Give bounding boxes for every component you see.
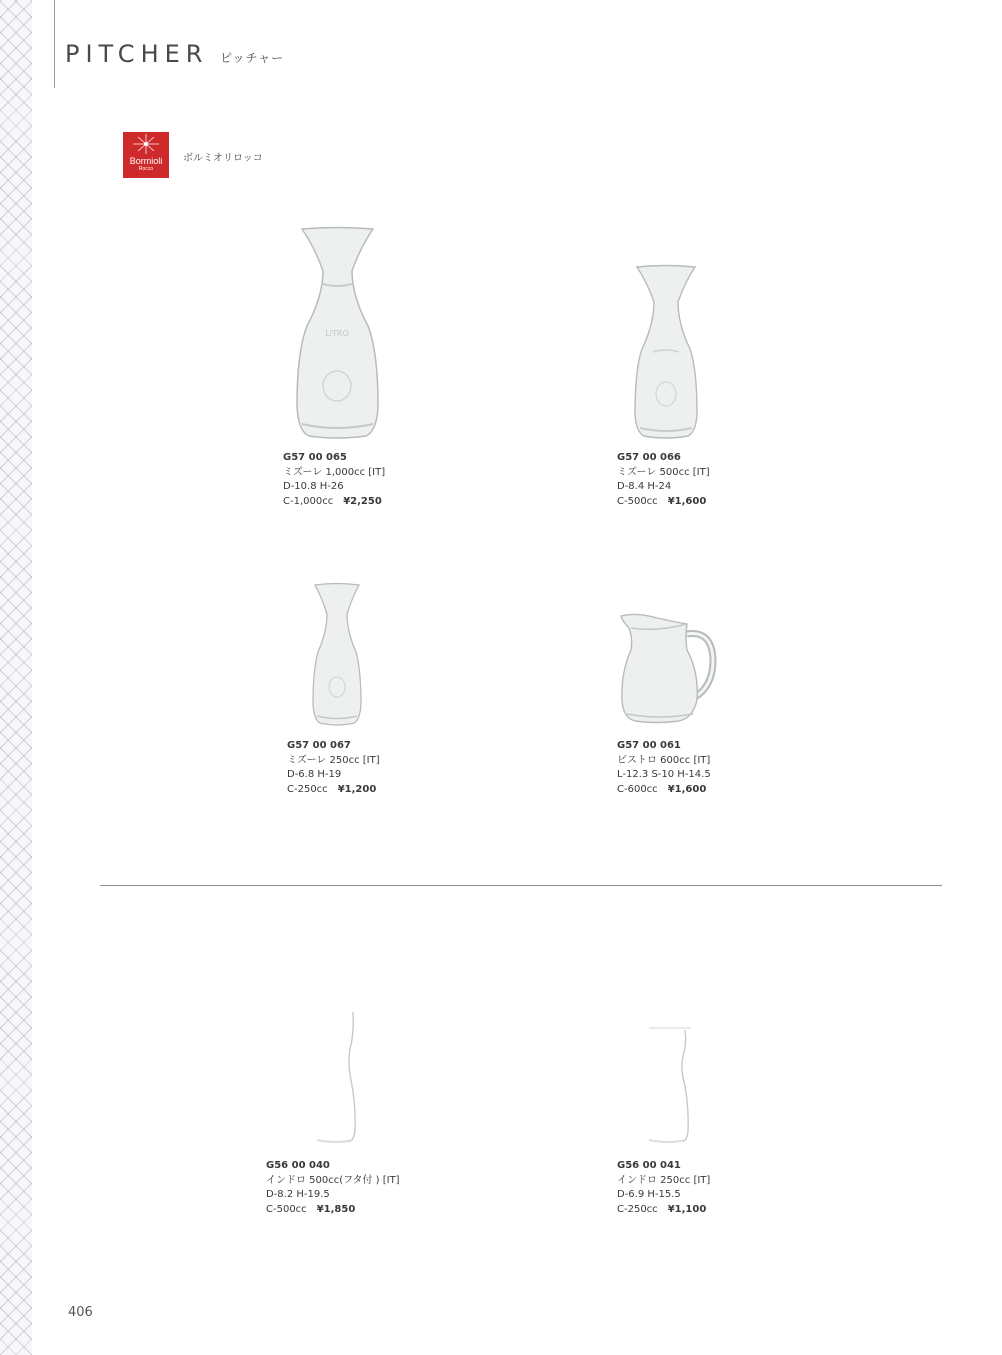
product-price: ¥1,600	[667, 783, 707, 795]
product-name: ミズーレ 250cc [IT]	[287, 754, 380, 766]
product-capacity: C-600cc	[617, 783, 658, 795]
product-capacity: C-500cc	[617, 495, 658, 507]
star-sparkle-icon	[123, 132, 169, 158]
product-code: G56 00 040	[266, 1160, 330, 1171]
product-price: ¥2,250	[343, 495, 382, 507]
product-price: ¥1,850	[316, 1203, 356, 1215]
page-title-japanese: ピッチャー	[220, 51, 285, 65]
carafe-500cc-image	[631, 264, 701, 440]
product-capacity: C-250cc	[617, 1203, 658, 1215]
bistro-jug-600cc-image	[617, 610, 717, 725]
indoro-carafe-500cc-image	[313, 1010, 363, 1146]
indoro-carafe-250cc-image	[645, 1024, 695, 1146]
product-price: ¥1,600	[667, 495, 707, 507]
product-dimensions: D-6.8 H-19	[287, 769, 342, 780]
carafe-1000cc-image	[290, 226, 385, 440]
product-dimensions: D-8.4 H-24	[617, 481, 672, 492]
product-price: ¥1,200	[337, 783, 377, 795]
brand-label: ボルミオリロッコ	[183, 153, 263, 164]
product-spec-g5700066	[617, 451, 710, 509]
section-divider	[100, 885, 942, 886]
carafe-250cc-image	[309, 582, 365, 727]
title-rule	[54, 0, 55, 88]
product-spec-g5600041	[617, 1159, 710, 1217]
product-code: G57 00 065	[283, 452, 347, 463]
product-name: ミズーレ 1,000cc [IT]	[283, 466, 386, 478]
product-spec-g5600040	[266, 1159, 400, 1217]
product-capacity: C-500cc	[266, 1203, 307, 1215]
product-dimensions: D-10.8 H-26	[283, 481, 344, 492]
product-name: ビストロ 600cc [IT]	[617, 754, 711, 766]
product-name: インドロ 500cc(フタ付 ) [IT]	[266, 1174, 400, 1186]
product-spec-g5700061	[617, 739, 711, 797]
product-price: ¥1,100	[667, 1203, 707, 1215]
product-name: ミズーレ 500cc [IT]	[617, 466, 710, 478]
product-code: G57 00 066	[617, 452, 681, 463]
page-number: 406	[68, 1305, 93, 1320]
logo-text-sub: Rocco	[138, 166, 154, 172]
product-spec-g5700067	[287, 739, 380, 797]
product-code: G57 00 067	[287, 740, 351, 751]
bormioli-rocco-logo	[123, 132, 169, 178]
product-dimensions: D-6.9 H-15.5	[617, 1189, 681, 1200]
product-capacity: C-250cc	[287, 783, 328, 795]
product-dimensions: D-8.2 H-19.5	[266, 1189, 330, 1200]
product-dimensions: L-12.3 S-10 H-14.5	[617, 769, 711, 780]
product-code: G56 00 041	[617, 1160, 681, 1171]
page-title: PITCHER	[65, 40, 209, 68]
product-code: G57 00 061	[617, 740, 681, 751]
logo-text-main: Bormioli	[129, 156, 163, 166]
product-capacity: C-1,000cc	[283, 495, 334, 507]
svg-text:LITRO: LITRO	[325, 329, 349, 338]
decorative-lattice-border	[0, 0, 32, 1355]
product-name: インドロ 250cc [IT]	[617, 1174, 711, 1186]
product-spec-g5700065	[283, 451, 385, 509]
